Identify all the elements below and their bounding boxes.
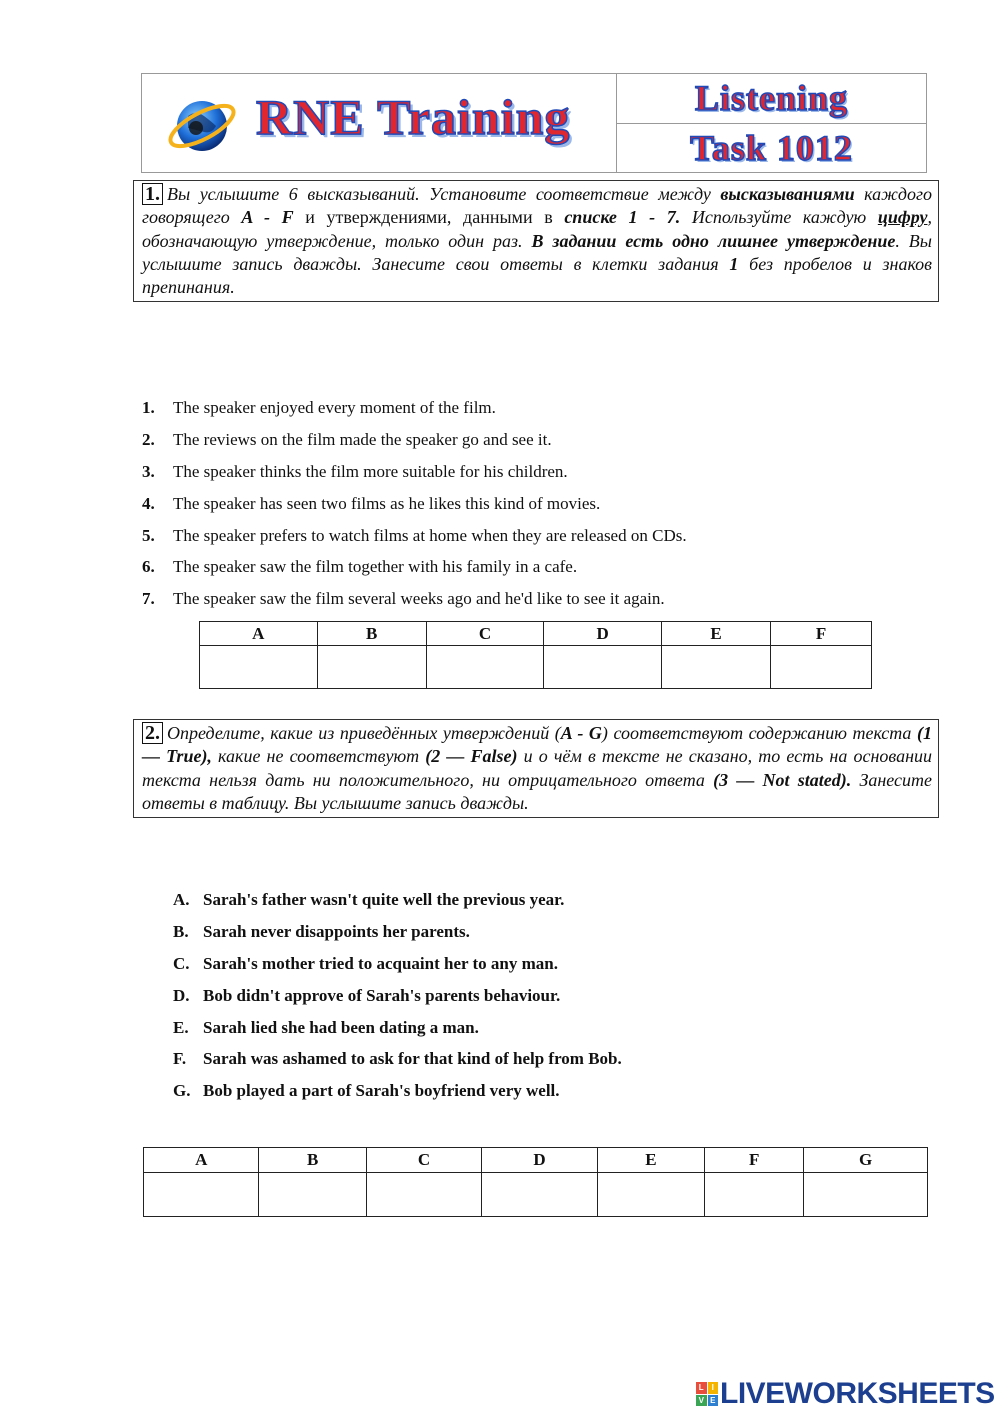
table-header-cell: D	[482, 1148, 597, 1173]
answer-cell-a[interactable]	[200, 646, 318, 689]
statement-text: The speaker thinks the film more suitable for his children.	[173, 461, 568, 481]
answer-cell-a[interactable]	[144, 1173, 259, 1217]
table-header-cell: G	[804, 1148, 928, 1173]
brand-area	[142, 74, 617, 172]
task2-instruction-text	[142, 723, 932, 813]
statement-number: C.	[173, 953, 190, 973]
instruction-segment: (3 — Not stated).	[713, 769, 852, 790]
task1-header-row	[200, 622, 872, 646]
instruction-segment: , обозначающую утверждение, только один раз.	[142, 207, 932, 251]
answer-cell-e[interactable]	[597, 1173, 704, 1217]
answer-cell-d[interactable]	[544, 646, 662, 689]
table-header-cell: E	[661, 622, 770, 646]
answer-cell-e[interactable]	[661, 646, 770, 689]
statement-number: 3.	[142, 461, 155, 481]
statement-text: Sarah never disappoints her parents.	[203, 921, 470, 941]
table-header-cell: C	[426, 622, 544, 646]
table-header-cell: C	[366, 1148, 481, 1173]
statement-text: The speaker has seen two films as he likes this kind of movies.	[173, 493, 601, 513]
instruction-segment: списке 1 - 7.	[564, 207, 681, 228]
answer-cell-b[interactable]	[317, 646, 426, 689]
statement-number: 2.	[142, 429, 155, 449]
answer-cell-f[interactable]	[771, 646, 872, 689]
task2-answer-table	[143, 1147, 928, 1217]
answer-cell-c[interactable]	[426, 646, 544, 689]
table-header-cell: B	[259, 1148, 366, 1173]
answer-cell-d[interactable]	[482, 1173, 597, 1217]
table-header-cell: A	[200, 622, 318, 646]
instruction-segment: (1 — True),	[142, 723, 932, 767]
statement-number: 4.	[142, 493, 155, 513]
instruction-segment: . Вы услышите запись дважды. Занесите свои ответы в клетки задания	[142, 230, 932, 274]
table-header-cell: F	[705, 1148, 804, 1173]
instruction-segment: A - G	[560, 723, 602, 743]
instruction-segment: 1	[729, 253, 739, 274]
instruction-segment: высказываниями	[720, 184, 855, 204]
statement-text: The speaker prefers to watch films at home when they are released on CDs.	[173, 525, 687, 545]
statement-number: F.	[173, 1049, 187, 1069]
statement-number: E.	[173, 1017, 189, 1037]
instruction-segment: Определите, какие из приведённых утверждений (	[167, 723, 561, 743]
statement-text: The speaker saw the film several weeks ago and he'd like to see it again.	[173, 589, 665, 609]
instruction-segment: и утверждениями, данными в	[293, 207, 565, 228]
statement-number: 5.	[142, 525, 155, 545]
instruction-segment: какие не соответствуют	[211, 746, 426, 767]
statement-number: A.	[173, 890, 190, 909]
instruction-segment: без пробелов и знаков препинания.	[142, 253, 932, 298]
table-header-cell: D	[544, 622, 662, 646]
table-header-cell: F	[771, 622, 872, 646]
task2-number: 2.	[142, 722, 163, 744]
badge-letter: E	[708, 1395, 719, 1407]
statement-number: G.	[173, 1081, 191, 1101]
table-header-cell: E	[597, 1148, 704, 1173]
badge-letter: L	[696, 1382, 707, 1394]
statement-text: Sarah's mother tried to acquaint her to any man.	[203, 953, 558, 973]
table-header-cell: B	[317, 622, 426, 646]
answer-cell-b[interactable]	[259, 1173, 366, 1217]
statement-number: 1.	[142, 398, 155, 417]
task-label-area	[617, 74, 926, 172]
task2-instructions	[133, 719, 939, 818]
badge-letter: I	[708, 1382, 719, 1394]
instruction-segment: A - F	[241, 207, 294, 228]
task-number-cell	[617, 124, 926, 173]
instruction-segment: цифру	[877, 207, 928, 228]
badge-letter: V	[696, 1395, 707, 1407]
brand-title: RNE Training	[256, 89, 571, 145]
statement-number: 7.	[142, 589, 155, 609]
globe-logo-icon	[166, 92, 238, 156]
statement-text: Sarah's father wasn't quite well the previous year.	[203, 890, 565, 909]
statement-number: 6.	[142, 557, 155, 577]
answer-cell-f[interactable]	[705, 1173, 804, 1217]
worksheet-header	[141, 73, 927, 173]
answer-cell-c[interactable]	[366, 1173, 481, 1217]
statement-number: D.	[173, 985, 190, 1005]
instruction-segment: ) соответствуют содержанию текста	[601, 723, 917, 743]
liveworksheets-badge-icon	[696, 1382, 718, 1406]
statement-text: The speaker enjoyed every moment of the film.	[173, 398, 496, 417]
statement-text: Bob didn't approve of Sarah's parents behaviour.	[203, 985, 561, 1005]
instruction-segment: Занесите ответы в таблицу. Вы услышите запись дважды.	[142, 769, 933, 813]
listening-label-cell	[617, 74, 926, 124]
listening-label: Listening	[694, 78, 849, 119]
instruction-segment: Используйте каждую	[680, 207, 878, 228]
liveworksheets-wordmark: LIVEWORKSHEETS	[720, 1377, 995, 1410]
statement-text: The reviews on the film made the speaker go and see it.	[173, 429, 552, 449]
statement-text: Bob played a part of Sarah's boyfriend very well.	[203, 1081, 560, 1101]
statement-text: Sarah was ashamed to ask for that kind of help from Bob.	[203, 1049, 622, 1069]
instruction-segment: и о чём в тексте не сказано, то есть на основании текста нельзя дать ни положительного, ни отрицательного ответа	[142, 746, 932, 790]
task2-answer-row	[144, 1173, 928, 1217]
instruction-segment: Вы услышите 6 высказываний. Установите соответствие между	[167, 184, 721, 204]
task1-answer-row	[200, 646, 872, 689]
answer-cell-g[interactable]	[804, 1173, 928, 1217]
table-header-cell: A	[144, 1148, 259, 1173]
task2-header-row	[144, 1148, 928, 1173]
instruction-segment: (2 — False)	[425, 746, 518, 767]
statement-number: B.	[173, 921, 189, 941]
statement-text: The speaker saw the film together with his family in a cafe.	[173, 557, 578, 577]
instruction-segment: каждого говорящего	[142, 184, 932, 228]
task1-answer-table	[199, 621, 872, 689]
liveworksheets-logo[interactable]	[696, 1377, 995, 1411]
task-number-label: Task 1012	[690, 127, 853, 168]
statement-text: Sarah lied she had been dating a man.	[203, 1017, 479, 1037]
task1-instruction-text	[142, 184, 932, 297]
task1-instructions	[133, 180, 939, 302]
task1-number: 1.	[142, 183, 163, 205]
instruction-segment: В задании есть одно лишнее утверждение	[531, 230, 896, 251]
